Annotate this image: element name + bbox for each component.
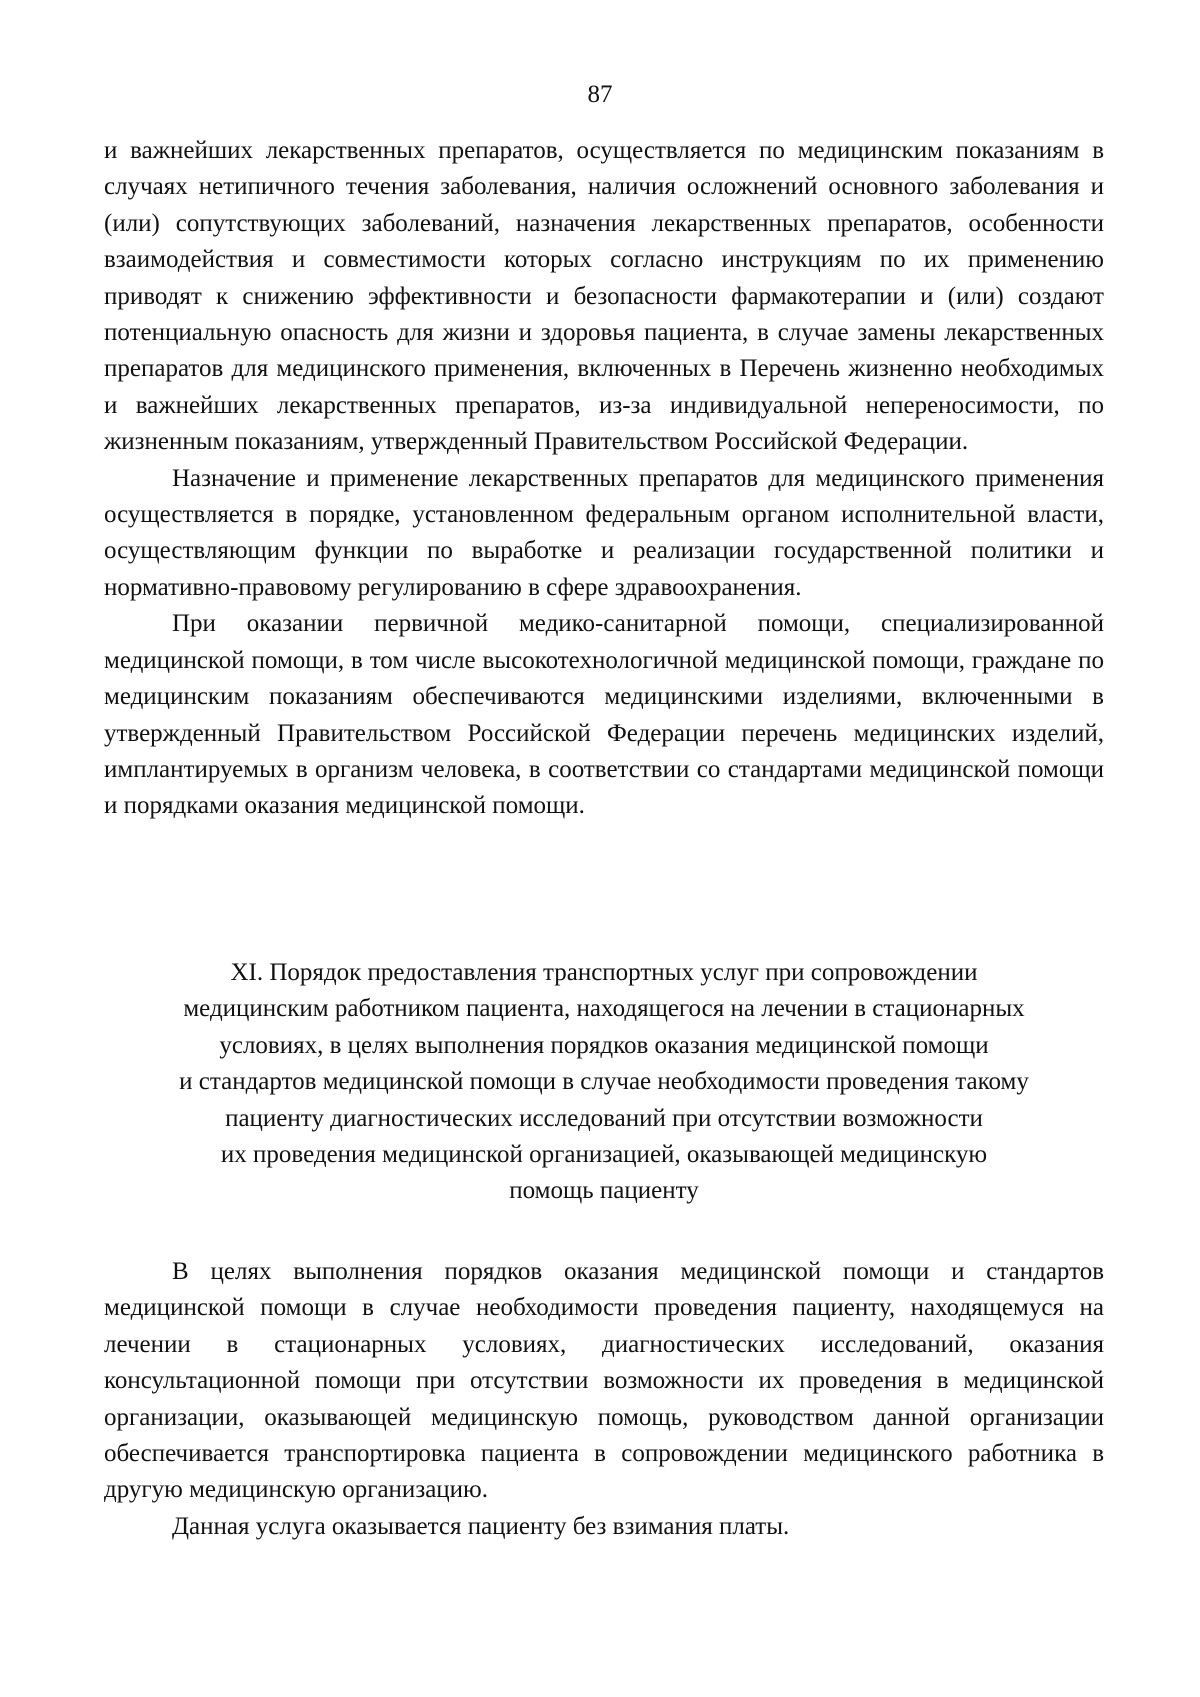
paragraph-transport: В целях выполнения порядков оказания медицинской помощи и стандартов медицинской помощи в случае необходимости проведения пациенту, находящемуся на лечении в стационарных условиях, диагностических исследований, оказания консультационной помощи при отсутствии возможности их проведения в медицинской организации, оказывающей медицинскую помощь, руководством данной организации обеспечивается транспортировка пациента в сопровождении медицинского работника в другую медицинскую организацию. bbox=[104, 1258, 1104, 1504]
paragraph-continuation: и важнейших лекарственных препаратов, осуществляется по медицинским показаниям в случаях нетипичного течения заболевания, наличия осложнений основного заболевания и (или) сопутствующих заболеваний, назначения лекарственных препаратов, особенности взаимодействия и совместимости которых согласно инструкциям по их применению приводят к снижению эффективности и безопасности фармакотерапии и (или) создают потенциальную опасность для жизни и здоровья пациента, в случае замены лекарственных препаратов для медицинского применения, включенных в Перечень жизненно необходимых и важнейших лекарственных препаратов, из-за индивидуальной непереносимости, по жизненным показаниям, утвержденный Правительством Российской Федерации. bbox=[104, 137, 1104, 456]
paragraph-medical-devices: При оказании первичной медико-санитарной помощи, специализированной медицинской помощи, в том числе высокотехнологичной медицинской помощи, граждане по медицинским показаниям обеспечиваются медицинскими изделиями, включенными в утвержденный Правительством Российской Федерации перечень медицинских изделий, имплантируемых в организм человека, в соответствии со стандартами медицинской помощи и порядками оказания медицинской помощи. bbox=[104, 610, 1104, 820]
heading-line: медицинским работником пациента, находящегося на лечении в стационарных bbox=[183, 995, 1025, 1023]
section-heading bbox=[104, 955, 1104, 1210]
page-number: 87 bbox=[587, 81, 613, 108]
heading-line: пациенту диагностических исследований при отсутствии возможности bbox=[225, 1104, 983, 1132]
heading-line: помощь пациенту bbox=[509, 1177, 699, 1205]
heading-line: условиях, в целях выполнения порядков оказания медицинской помощи bbox=[219, 1031, 989, 1059]
heading-line: XI. Порядок предоставления транспортных услуг при сопровождении bbox=[230, 959, 978, 986]
main-text bbox=[104, 133, 1104, 825]
paragraph-prescription: Назначение и применение лекарственных препаратов для медицинского применения осуществляется в порядке, установленном федеральным органом исполнительной власти, осуществляющим функции по выработке и реализации государственной политики и нормативно-правовому регулированию в сфере здравоохранения. bbox=[104, 464, 1104, 601]
section-text bbox=[104, 1254, 1104, 1545]
heading-line: их проведения медицинской организацией, оказывающей медицинскую bbox=[220, 1141, 988, 1169]
paragraph-free-service: Данная услуга оказывается пациенту без взимания платы. bbox=[172, 1512, 790, 1540]
heading-line: и стандартов медицинской помощи в случае необходимости проведения такому bbox=[179, 1068, 1029, 1096]
